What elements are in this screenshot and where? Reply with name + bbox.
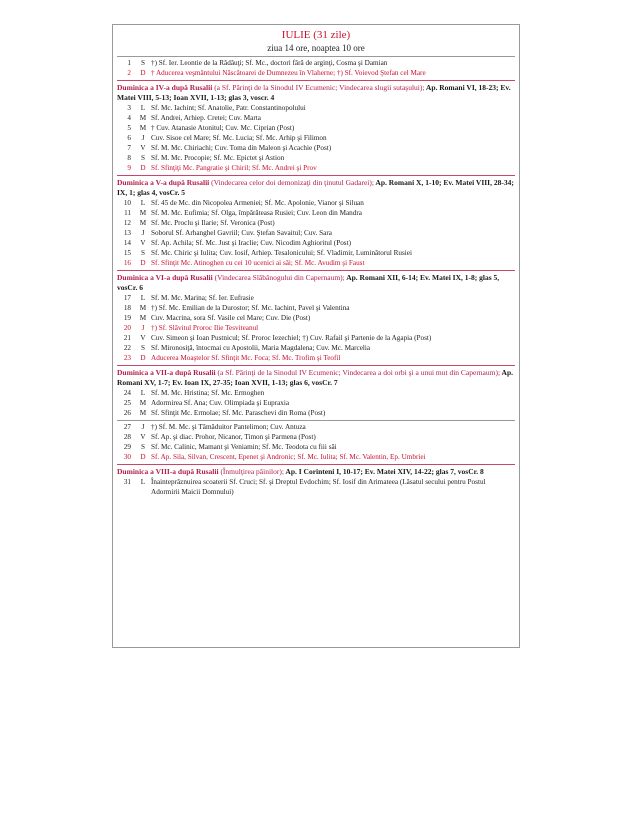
day-letter: V [140, 433, 146, 441]
day-number: 20 [123, 324, 131, 332]
day-letter: J [141, 423, 145, 431]
day-number: 13 [123, 229, 131, 237]
day-letter: S [141, 249, 145, 257]
month-subtitle: ziua 14 ore, noaptea 10 ore [267, 43, 365, 53]
day-number: 27 [123, 423, 131, 431]
sunday-feast: (a Sf. Părinţi de la Sinodul IV Ecumenic; Vindecarea slugii sutaşului); [212, 83, 425, 92]
sunday-heading [113, 82, 519, 103]
day-saints: Sf. Mc. Chiric şi Iulita; Cuv. Iosif, Arhiep. Tesalonicului; Sf. Vladimir, Luminătorul Rusiei [151, 249, 412, 257]
sunday-heading [113, 466, 519, 477]
day-letter: L [140, 294, 146, 302]
day-number: 15 [123, 249, 131, 257]
day-number: 9 [127, 164, 131, 172]
calendar-page [112, 24, 520, 648]
day-letter: M [139, 124, 147, 132]
month-title: IULIE (31 zile) [281, 29, 351, 41]
day-letter: J [141, 229, 145, 237]
day-row [113, 477, 519, 497]
day-row [113, 113, 519, 123]
day-saints: † Cuv. Atanasie Atonitul; Cuv. Mc. Ciprian (Post) [151, 124, 295, 132]
day-number: 18 [123, 304, 131, 312]
divider [117, 270, 515, 271]
day-number: 26 [123, 409, 131, 417]
divider [117, 175, 515, 176]
day-row [113, 153, 519, 163]
sunday-readings: Ap. Romani VI, 18-23; Ev. Matei VIII, 5-13; Ioan XVII, 1-13; glas 3, voscr. 4 [117, 83, 511, 102]
day-saints: †) Sf. Slăvitul Proroc Ilie Tesviteanul [151, 324, 259, 332]
sunday-title: Duminica a VII-a după Rusalii [117, 368, 216, 377]
day-saints: Adormirea Sf. Ana; Cuv. Olimpiada şi Eupraxia [151, 399, 290, 407]
day-letter: M [139, 314, 147, 322]
day-number: 10 [123, 199, 131, 207]
day-letter: D [140, 164, 146, 172]
day-letter: J [141, 134, 145, 142]
day-saints: Cuv. Simeon şi Ioan Pustnicul; Sf. Proroc Iezechiel; †) Cuv. Rafail şi Partenie de la Agapia (Post) [151, 334, 432, 342]
day-number: 21 [123, 334, 131, 342]
day-row [113, 58, 519, 68]
day-number: 22 [123, 344, 131, 352]
day-row [113, 333, 519, 343]
sunday-heading [113, 177, 519, 198]
intro-rows [113, 58, 519, 78]
day-saints: †) Sf. Mc. Emilian de la Durostor; Sf. Mc. Iachint, Pavel şi Valentina [151, 304, 350, 312]
day-number: 28 [123, 433, 131, 441]
day-saints: Sf. M. Mc. Eufimia; Sf. Olga, împărăteasa Rusiei; Cuv. Leon din Mandra [151, 209, 362, 217]
day-saints: Sf. Ap. şi diac. Prohor, Nicanor, Timon şi Parmena (Post) [151, 433, 316, 441]
sunday-feast: (Vindecarea celor doi demonizaţi din ţinutul Gadarei); [209, 178, 374, 187]
day-row [113, 218, 519, 228]
day-letter: M [139, 114, 147, 122]
divider [117, 464, 515, 465]
day-row [113, 248, 519, 258]
day-number: 12 [123, 219, 131, 227]
day-letter: D [140, 453, 146, 461]
divider [117, 365, 515, 366]
day-letter: J [141, 324, 145, 332]
day-saints: Sf. M. Mc. Marina; Sf. Ier. Eufrasie [151, 294, 254, 302]
divider [117, 420, 515, 421]
day-number: 4 [127, 114, 131, 122]
sunday-title: Duminica a V-a după Rusalii [117, 178, 210, 187]
divider [117, 56, 515, 57]
sunday-feast: (Înmulţirea pâinilor); [218, 467, 284, 476]
day-letter: S [141, 59, 145, 67]
day-letter: S [141, 443, 145, 451]
day-saints: †) Sf. M. Mc. şi Tămăduitor Pantelimon; Cuv. Antuza [151, 423, 306, 431]
day-row [113, 432, 519, 442]
day-number: 3 [127, 104, 131, 112]
day-letter: D [140, 354, 146, 362]
day-number: 25 [123, 399, 131, 407]
day-letter: L [140, 104, 146, 112]
day-saints: Cuv. Sisoe cel Mare; Sf. Mc. Lucia; Sf. Mc. Arhip şi Filimon [151, 134, 327, 142]
day-number: 23 [123, 354, 131, 362]
day-saints: Sf. Sfinţit Mc. Ermolae; Sf. Mc. Paraschevi din Roma (Post) [151, 409, 326, 417]
day-saints: Sf. Sfinţiţi Mc. Pangratie şi Chiril; Sf. Mc. Andrei şi Prov [151, 164, 317, 172]
day-number: 17 [123, 294, 131, 302]
day-letter: D [140, 69, 146, 77]
day-saints: Sf. Andrei, Arhiep. Cretei; Cuv. Marta [151, 114, 261, 122]
day-saints: Sf. 45 de Mc. din Nicopolea Armeniei; Sf. Mc. Apolonie, Vianor şi Siluan [151, 199, 364, 207]
day-saints: Sf. M. Mc. Hristina; Sf. Mc. Ermoghen [151, 389, 265, 397]
day-row [113, 452, 519, 462]
day-saints: Cuv. Macrina, sora Sf. Vasile cel Mare; Cuv. Die (Post) [151, 314, 311, 322]
day-row [113, 408, 519, 418]
day-row [113, 313, 519, 323]
day-row [113, 228, 519, 238]
day-row [113, 163, 519, 173]
day-row [113, 398, 519, 408]
day-row [113, 422, 519, 432]
day-row [113, 238, 519, 248]
day-row [113, 303, 519, 313]
day-saints: Soborul Sf. Arhanghel Gavriil; Cuv. Ştefan Savaitul; Cuv. Sara [151, 229, 332, 237]
day-row [113, 258, 519, 268]
day-row [113, 133, 519, 143]
day-number: 24 [123, 389, 131, 397]
day-letter: S [141, 344, 145, 352]
day-saints: Înainteprăznuirea scoaterii Sf. Cruci; Sf. şi Dreptul Evdochim; Sf. Iosif din Arimateea (Lăsatul secului pentru Postul Adormirii Maicii Domnului) [151, 478, 486, 496]
day-number: 14 [123, 239, 131, 247]
day-row [113, 323, 519, 333]
day-number: 11 [124, 209, 131, 217]
day-saints: Sf. M. Mc. Procopie; Sf. Mc. Epictet şi Astion [151, 154, 285, 162]
day-saints: Sf. Mc. Proclu şi Ilarie; Sf. Veronica (Post) [151, 219, 275, 227]
day-saints: Aducerea Moaştelor Sf. Sfinţit Mc. Foca; Sf. Mc. Trofim şi Teofil [151, 354, 341, 362]
day-saints: Sf. Mc. Iachint; Sf. Anatolie, Patr. Constantinopolului [151, 104, 306, 112]
day-letter: V [140, 239, 146, 247]
day-row [113, 103, 519, 113]
day-row [113, 293, 519, 303]
day-letter: M [139, 399, 147, 407]
day-letter: M [139, 219, 147, 227]
day-row [113, 353, 519, 363]
day-number: 16 [123, 259, 131, 267]
day-row [113, 143, 519, 153]
day-letter: M [139, 304, 147, 312]
sunday-title: Duminica a IV-a după Rusalii [117, 83, 213, 92]
day-number: 19 [123, 314, 131, 322]
day-number: 30 [123, 453, 131, 461]
day-number: 31 [123, 478, 131, 486]
day-saints: Sf. Ap. Achila; Sf. Mc. Just şi Iraclie; Cuv. Nicodim Aghioritul (Post) [151, 239, 351, 247]
sunday-feast: (Vindecarea Slăbănogului din Capernaum); [212, 273, 345, 282]
sunday-feast: (a Sf. Părinţi de la Sinodul IV Ecumenic; Vindecarea a doi orbi şi a unui mut din Capernaum); [215, 368, 501, 377]
day-saints: Sf. Sfinţit Mc. Atinoghen cu cei 10 ucenici ai săi; Sf. Mc. Avudim şi Faust [151, 259, 365, 267]
day-number: 7 [127, 144, 131, 152]
day-saints: Sf. Mc. Calinic, Mamant şi Veniamin; Sf. Mc. Teodota cu fiii săi [151, 443, 337, 451]
day-saints: Sf. M. Mc. Chiriachi; Cuv. Toma din Maleon şi Acachie (Post) [151, 144, 332, 152]
day-number: 8 [127, 154, 131, 162]
day-row [113, 343, 519, 353]
sunday-readings: Ap. Romani XII, 6-14; Ev. Matei IX, 1-8; glas 5, vosCr. 6 [117, 273, 500, 292]
day-number: 1 [127, 59, 131, 67]
divider [117, 80, 515, 81]
sunday-heading [113, 367, 519, 388]
sunday-title: Duminica a VIII-a după Rusalii [117, 467, 219, 476]
day-letter: V [140, 334, 146, 342]
day-letter: L [140, 478, 146, 486]
weeks [113, 80, 519, 497]
day-saints: Sf. Mironosiţă, întocmai cu Apostolii, Maria Magdalena; Cuv. Mc. Marcelia [151, 344, 371, 352]
sunday-readings: Ap. Romani XV, 1-7; Ev. Ioan IX, 27-35; Ioan XVII, 1-13; glas 6, vosCr. 7 [117, 368, 513, 387]
day-saints: † Aducerea veşmântului Născătoarei de Dumnezeu în Vlaherne; †) Sf. Voievod Ştefan cel Mare [151, 69, 426, 77]
day-letter: V [140, 144, 146, 152]
day-letter: S [141, 154, 145, 162]
day-row [113, 208, 519, 218]
sunday-readings: Ap. I Corinteni I, 10-17; Ev. Matei XIV, 14-22; glas 7, vosCr. 8 [283, 467, 484, 476]
day-row [113, 68, 519, 78]
day-row [113, 123, 519, 133]
day-letter: M [139, 209, 147, 217]
day-number: 29 [123, 443, 131, 451]
day-letter: D [140, 259, 146, 267]
day-letter: L [140, 389, 146, 397]
sunday-heading [113, 272, 519, 293]
day-number: 2 [127, 69, 131, 77]
sunday-readings: Ap. Romani X, 1-10; Ev. Matei VIII, 28-34; IX, 1; glas 4, vosCr. 5 [117, 178, 514, 197]
day-row [113, 442, 519, 452]
day-number: 6 [127, 134, 131, 142]
day-row [113, 198, 519, 208]
day-letter: L [140, 199, 146, 207]
day-saints: †) Sf. Ier. Leontie de la Rădăuţi; Sf. Mc., doctori fără de arginţi, Cosma şi Damian [151, 59, 388, 67]
day-letter: M [139, 409, 147, 417]
day-row [113, 388, 519, 398]
day-saints: Sf. Ap. Sila, Silvan, Crescent, Epenet şi Andronic; Sf. Mc. Iulita; Sf. Mc. Valentin, Ep. Umbriei [151, 453, 426, 461]
sunday-title: Duminica a VI-a după Rusalii [117, 273, 213, 282]
day-number: 5 [127, 124, 131, 132]
